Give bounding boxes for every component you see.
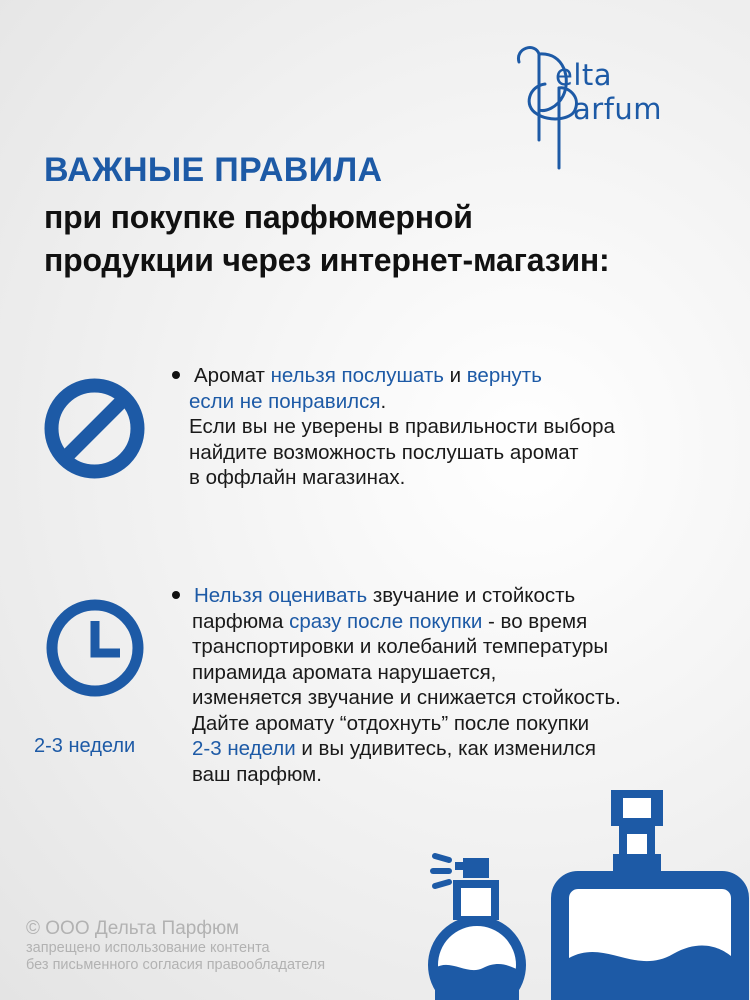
page-title: ВАЖНЫЕ ПРАВИЛА: [44, 151, 383, 189]
bullet-dot: [172, 371, 180, 379]
highlight-text: вернуть: [466, 364, 542, 387]
logo-text-parfum: arfum: [573, 92, 663, 126]
text: звучание и стойкость: [367, 584, 576, 607]
highlight-text: 2-3 недели: [192, 737, 296, 760]
text: Аромат: [194, 364, 271, 387]
copyright-line: запрещено использование контента: [26, 940, 270, 956]
text-line: транспортировки и колебаний температуры: [192, 635, 609, 658]
highlight-text: если не понравился: [189, 389, 381, 413]
copyright-notice: [26, 918, 325, 974]
perfume-bottles-icon: [405, 780, 750, 1000]
text: и: [443, 364, 467, 387]
text-line: ваш парфюм.: [192, 762, 322, 786]
logo-text-delta: elta: [555, 58, 613, 92]
text-line: пирамида аромата нарушается,: [192, 660, 497, 684]
page-subtitle: [44, 196, 684, 282]
highlight-text: Нельзя оценивать: [194, 584, 368, 607]
square-perfume-bottle-icon: [560, 790, 740, 1000]
highlight-text: нельзя послушать: [270, 364, 444, 387]
prohibited-icon: [42, 376, 147, 481]
text: .: [380, 389, 387, 413]
text-line: Если вы не уверены в правильности выбора: [189, 415, 615, 438]
rule-1: [172, 363, 712, 491]
round-perfume-bottle-icon: [433, 856, 521, 1000]
clock-icon: [44, 597, 146, 699]
text-line: Дайте аромату “отдохнуть” после покупки: [192, 711, 590, 735]
text: и вы удивитесь, как изменился: [295, 737, 596, 760]
text: - во время: [482, 609, 588, 633]
subtitle-line-2: продукции через интернет-магазин:: [44, 242, 610, 278]
text-line: изменяется звучание и снижается стойкость.: [192, 686, 621, 709]
copyright-line: © ООО Дельта Парфюм: [26, 918, 240, 939]
headline: [44, 150, 684, 282]
copyright-line: без письменного согласия правообладателя: [26, 957, 326, 973]
clock-caption: 2-3 недели: [34, 735, 136, 757]
subtitle-line-1: при покупке парфюмерной: [44, 199, 473, 235]
text-line: найдите возможность послушать аромат: [189, 440, 579, 464]
text: парфюма: [192, 609, 290, 633]
text-line: в оффлайн магазинах.: [189, 466, 406, 489]
highlight-text: сразу после покупки: [289, 609, 483, 633]
rule-2: [172, 583, 732, 787]
bullet-dot: [172, 591, 180, 599]
